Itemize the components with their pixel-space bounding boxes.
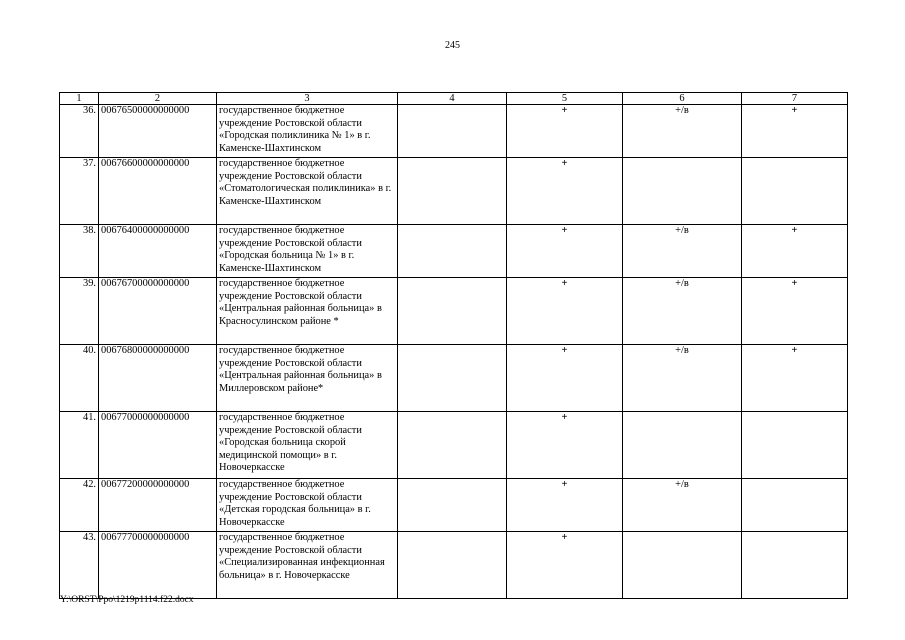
- column-6-cell: +/в: [623, 479, 742, 532]
- row-code-cell: 00676500000000000: [99, 105, 217, 158]
- institution-name-cell: государственное бюджетное учреждение Ростовской области «Стоматологическая поликлиника» в г. Каменске-Шахтинском: [217, 158, 398, 225]
- column-6-cell: [623, 532, 742, 599]
- column-header: 4: [398, 93, 507, 105]
- row-code-cell: 00676400000000000: [99, 225, 217, 278]
- column-5-cell: +: [507, 278, 623, 345]
- column-5-cell: +: [507, 105, 623, 158]
- page-number: 245: [445, 40, 460, 51]
- table-row: [60, 225, 848, 278]
- row-number-cell: 41.: [60, 412, 99, 479]
- column-6-cell: [623, 158, 742, 225]
- institution-name-cell: государственное бюджетное учреждение Ростовской области «Городская больница № 1» в г. Каменске-Шахтинском: [217, 225, 398, 278]
- institution-name-cell: государственное бюджетное учреждение Ростовской области «Детская городская больница» в г. Новочеркасске: [217, 479, 398, 532]
- institution-name-cell: государственное бюджетное учреждение Ростовской области «Центральная районная больница» в Миллеровском районе*: [217, 345, 398, 412]
- row-code-cell: 00676600000000000: [99, 158, 217, 225]
- column-6-cell: +/в: [623, 345, 742, 412]
- column-4-cell: [398, 412, 507, 479]
- column-5-cell: +: [507, 158, 623, 225]
- column-header: 6: [623, 93, 742, 105]
- column-4-cell: [398, 345, 507, 412]
- institution-name-cell: государственное бюджетное учреждение Ростовской области «Городская поликлиника № 1» в г. Каменске-Шахтинском: [217, 105, 398, 158]
- row-number-cell: 38.: [60, 225, 99, 278]
- column-7-cell: +: [742, 105, 848, 158]
- column-5-cell: +: [507, 412, 623, 479]
- institution-name-cell: государственное бюджетное учреждение Ростовской области «Центральная районная больница» в Красносулинском районе *: [217, 278, 398, 345]
- row-code-cell: 00677000000000000: [99, 412, 217, 479]
- column-4-cell: [398, 532, 507, 599]
- file-path-footer: Y:\ORST\Ppo\1219p1114.f22.docx: [60, 595, 194, 605]
- column-7-cell: [742, 479, 848, 532]
- column-5-cell: +: [507, 225, 623, 278]
- column-header: 3: [217, 93, 398, 105]
- table-row: [60, 532, 848, 599]
- column-5-cell: +: [507, 345, 623, 412]
- column-header: 5: [507, 93, 623, 105]
- institution-name-cell: государственное бюджетное учреждение Ростовской области «Городская больница скорой медицинской помощи» в г. Новочеркасске: [217, 412, 398, 479]
- table-row: [60, 412, 848, 479]
- row-code-cell: 00676700000000000: [99, 278, 217, 345]
- column-5-cell: +: [507, 479, 623, 532]
- row-number-cell: 39.: [60, 278, 99, 345]
- registry-table: [59, 92, 848, 599]
- column-6-cell: [623, 412, 742, 479]
- column-header: 7: [742, 93, 848, 105]
- row-number-cell: 42.: [60, 479, 99, 532]
- column-7-cell: +: [742, 278, 848, 345]
- row-code-cell: 00677700000000000: [99, 532, 217, 599]
- table-row: [60, 278, 848, 345]
- column-4-cell: [398, 225, 507, 278]
- column-4-cell: [398, 278, 507, 345]
- column-6-cell: +/в: [623, 105, 742, 158]
- table-body: [60, 93, 848, 599]
- column-5-cell: +: [507, 532, 623, 599]
- row-number-cell: 36.: [60, 105, 99, 158]
- row-number-cell: 40.: [60, 345, 99, 412]
- column-6-cell: +/в: [623, 278, 742, 345]
- column-header: 1: [60, 93, 99, 105]
- column-7-cell: +: [742, 225, 848, 278]
- table-row: [60, 158, 848, 225]
- row-code-cell: 00677200000000000: [99, 479, 217, 532]
- table-header-row: [60, 93, 848, 105]
- column-header: 2: [99, 93, 217, 105]
- row-number-cell: 37.: [60, 158, 99, 225]
- column-4-cell: [398, 158, 507, 225]
- column-4-cell: [398, 105, 507, 158]
- column-7-cell: +: [742, 345, 848, 412]
- table-row: [60, 105, 848, 158]
- institution-name-cell: государственное бюджетное учреждение Ростовской области «Специализированная инфекционная больница» в г. Новочеркасске: [217, 532, 398, 599]
- table-row: [60, 479, 848, 532]
- column-7-cell: [742, 158, 848, 225]
- column-4-cell: [398, 479, 507, 532]
- table-row: [60, 345, 848, 412]
- column-7-cell: [742, 412, 848, 479]
- row-code-cell: 00676800000000000: [99, 345, 217, 412]
- column-7-cell: [742, 532, 848, 599]
- row-number-cell: 43.: [60, 532, 99, 599]
- column-6-cell: +/в: [623, 225, 742, 278]
